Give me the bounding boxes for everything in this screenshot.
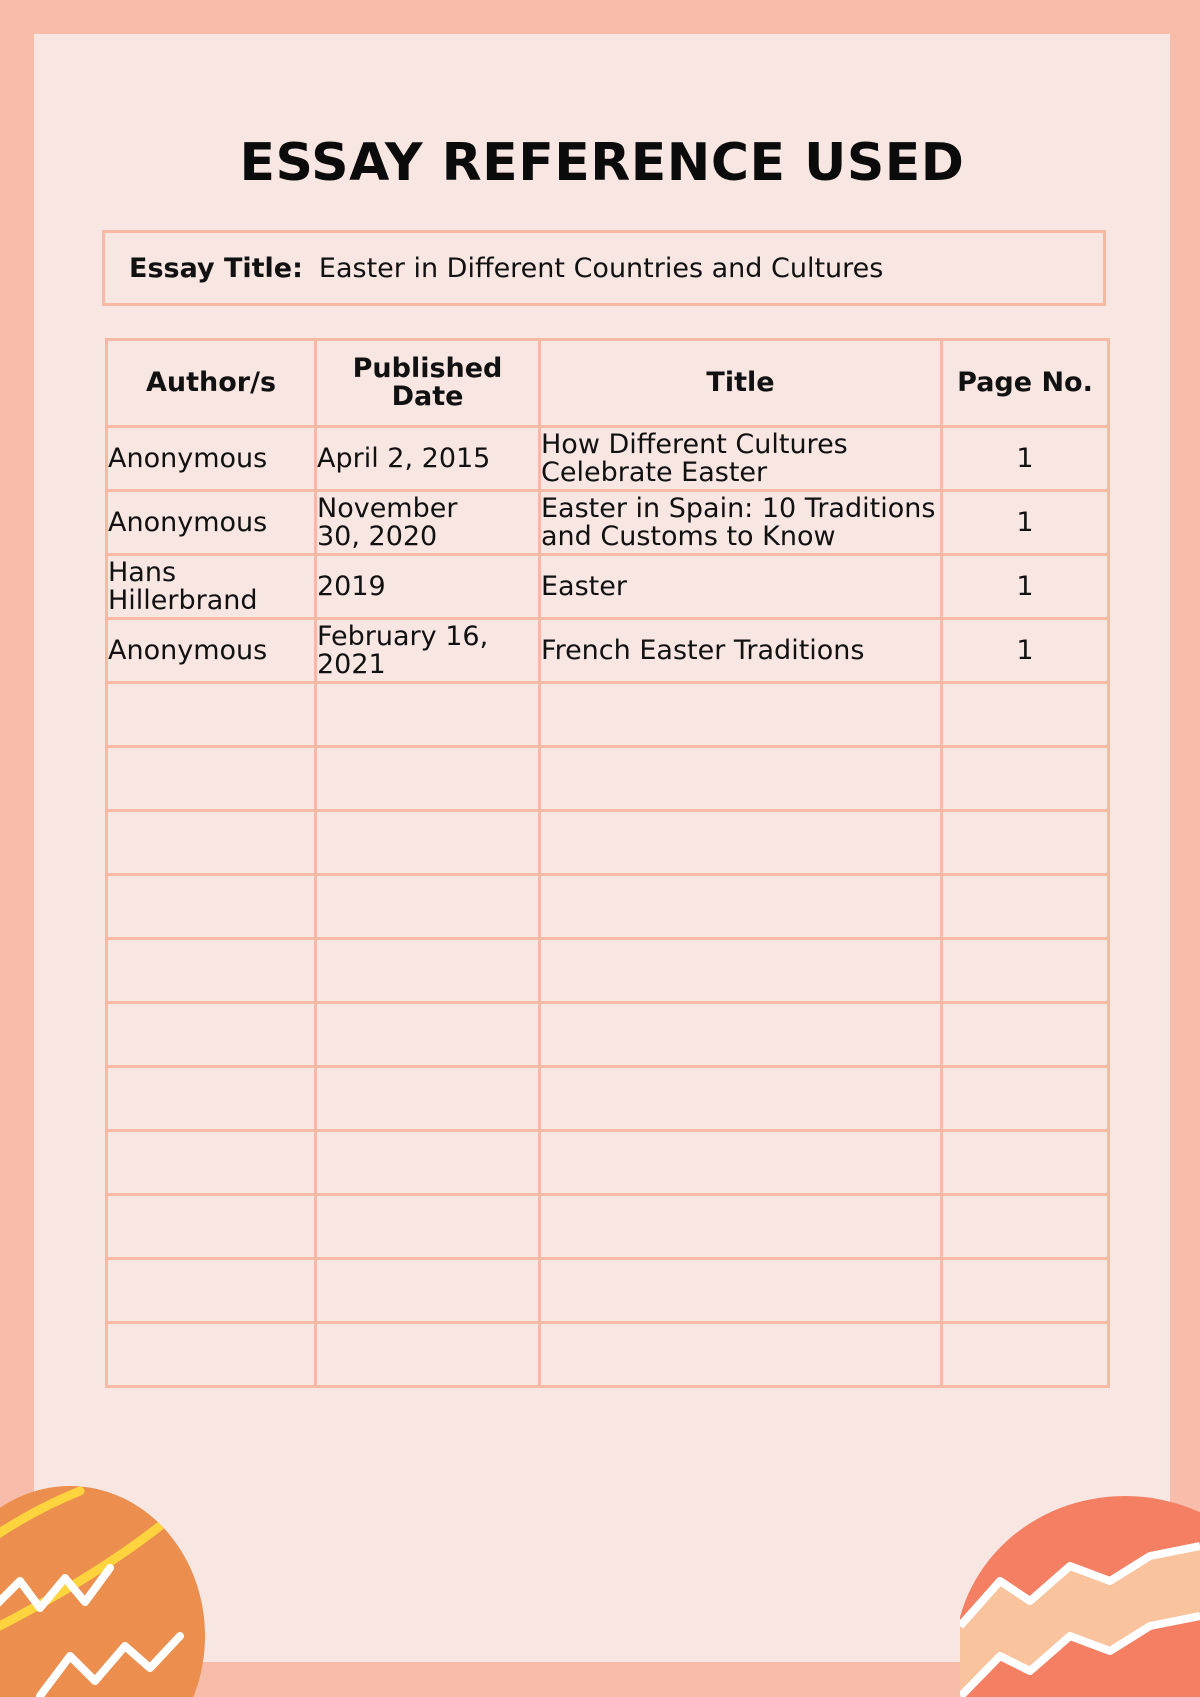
cell-date-empty bbox=[316, 1195, 540, 1259]
cell-date-text: November 30, 2020 bbox=[317, 492, 458, 552]
cell-page: 1 bbox=[942, 427, 1109, 491]
document-page bbox=[34, 34, 1170, 1662]
cell-title-empty bbox=[540, 939, 942, 1003]
cell-author-empty bbox=[107, 1003, 316, 1067]
cell-title-empty bbox=[540, 811, 942, 875]
cell-author-empty bbox=[107, 683, 316, 747]
cell-page-empty bbox=[942, 747, 1109, 811]
reference-table bbox=[105, 338, 1110, 1388]
cell-page-empty bbox=[942, 1259, 1109, 1323]
page-title: ESSAY REFERENCE USED bbox=[239, 133, 965, 193]
cell-page-empty bbox=[942, 939, 1109, 1003]
cell-title-empty bbox=[540, 1131, 942, 1195]
table-row-empty bbox=[107, 1131, 1109, 1195]
cell-page-empty bbox=[942, 683, 1109, 747]
cell-title-empty bbox=[540, 1259, 942, 1323]
table-row bbox=[107, 491, 1109, 555]
cell-author-empty bbox=[107, 1259, 316, 1323]
table-row-empty bbox=[107, 1003, 1109, 1067]
cell-page-empty bbox=[942, 1003, 1109, 1067]
cell-author-empty bbox=[107, 939, 316, 1003]
table-row bbox=[107, 427, 1109, 491]
cell-date-empty bbox=[316, 1067, 540, 1131]
cell-title-empty bbox=[540, 1003, 942, 1067]
cell-title: Easter in Spain: 10 Traditions and Customs to Know bbox=[540, 491, 942, 555]
cell-date-empty bbox=[316, 939, 540, 1003]
cell-title: How Different Cultures Celebrate Easter bbox=[540, 427, 942, 491]
cell-date-empty bbox=[316, 1323, 540, 1387]
table-row-empty bbox=[107, 939, 1109, 1003]
cell-date bbox=[316, 491, 540, 555]
cell-author-empty bbox=[107, 747, 316, 811]
header-page-no: Page No. bbox=[942, 340, 1109, 427]
cell-page-empty bbox=[942, 1195, 1109, 1259]
table-row-empty bbox=[107, 1067, 1109, 1131]
cell-date: 2019 bbox=[316, 555, 540, 619]
cell-author: Anonymous bbox=[107, 427, 316, 491]
cell-author: Anonymous bbox=[107, 619, 316, 683]
cell-author: Anonymous bbox=[107, 491, 316, 555]
cell-page: 1 bbox=[942, 491, 1109, 555]
cell-title-empty bbox=[540, 1067, 942, 1131]
cell-page: 1 bbox=[942, 555, 1109, 619]
header-published-date-text: Published Date bbox=[352, 353, 503, 412]
table-row bbox=[107, 555, 1109, 619]
cell-date-empty bbox=[316, 811, 540, 875]
table-row-empty bbox=[107, 683, 1109, 747]
table-row-empty bbox=[107, 747, 1109, 811]
table-header-row bbox=[107, 340, 1109, 427]
cell-date-empty bbox=[316, 747, 540, 811]
table-row-empty bbox=[107, 1195, 1109, 1259]
table-row-empty bbox=[107, 875, 1109, 939]
header-title: Title bbox=[540, 340, 942, 427]
table-row bbox=[107, 619, 1109, 683]
essay-title-value: Easter in Different Countries and Cultures bbox=[318, 252, 884, 284]
cell-author bbox=[107, 555, 316, 619]
cell-page-empty bbox=[942, 1323, 1109, 1387]
table-body bbox=[107, 427, 1109, 1387]
cell-page: 1 bbox=[942, 619, 1109, 683]
table-row-empty bbox=[107, 1259, 1109, 1323]
essay-title-label: Essay Title: bbox=[129, 252, 303, 284]
cell-author-empty bbox=[107, 875, 316, 939]
cell-title-empty bbox=[540, 747, 942, 811]
cell-page-empty bbox=[942, 1067, 1109, 1131]
cell-title-empty bbox=[540, 1323, 942, 1387]
cell-author-empty bbox=[107, 1195, 316, 1259]
cell-date: February 16, 2021 bbox=[316, 619, 540, 683]
cell-author-empty bbox=[107, 1067, 316, 1131]
header-published-date bbox=[316, 340, 540, 427]
cell-title: French Easter Traditions bbox=[540, 619, 942, 683]
cell-date: April 2, 2015 bbox=[316, 427, 540, 491]
cell-page-empty bbox=[942, 811, 1109, 875]
cell-author-empty bbox=[107, 811, 316, 875]
easter-egg-right-icon bbox=[960, 1486, 1200, 1697]
cell-author-text: Hans Hillerbrand bbox=[108, 556, 258, 616]
cell-title: Easter bbox=[540, 555, 942, 619]
table-row-empty bbox=[107, 1323, 1109, 1387]
essay-title-box bbox=[102, 230, 1106, 306]
cell-author-empty bbox=[107, 1323, 316, 1387]
cell-date-empty bbox=[316, 1131, 540, 1195]
cell-title-empty bbox=[540, 875, 942, 939]
cell-title-empty bbox=[540, 1195, 942, 1259]
table-row-empty bbox=[107, 811, 1109, 875]
cell-date-empty bbox=[316, 1259, 540, 1323]
cell-title-empty bbox=[540, 683, 942, 747]
header-author: Author/s bbox=[107, 340, 316, 427]
cell-date-empty bbox=[316, 875, 540, 939]
cell-date-empty bbox=[316, 1003, 540, 1067]
cell-author-empty bbox=[107, 1131, 316, 1195]
easter-egg-left-icon bbox=[0, 1486, 210, 1697]
cell-page-empty bbox=[942, 875, 1109, 939]
cell-page-empty bbox=[942, 1131, 1109, 1195]
cell-date-empty bbox=[316, 683, 540, 747]
